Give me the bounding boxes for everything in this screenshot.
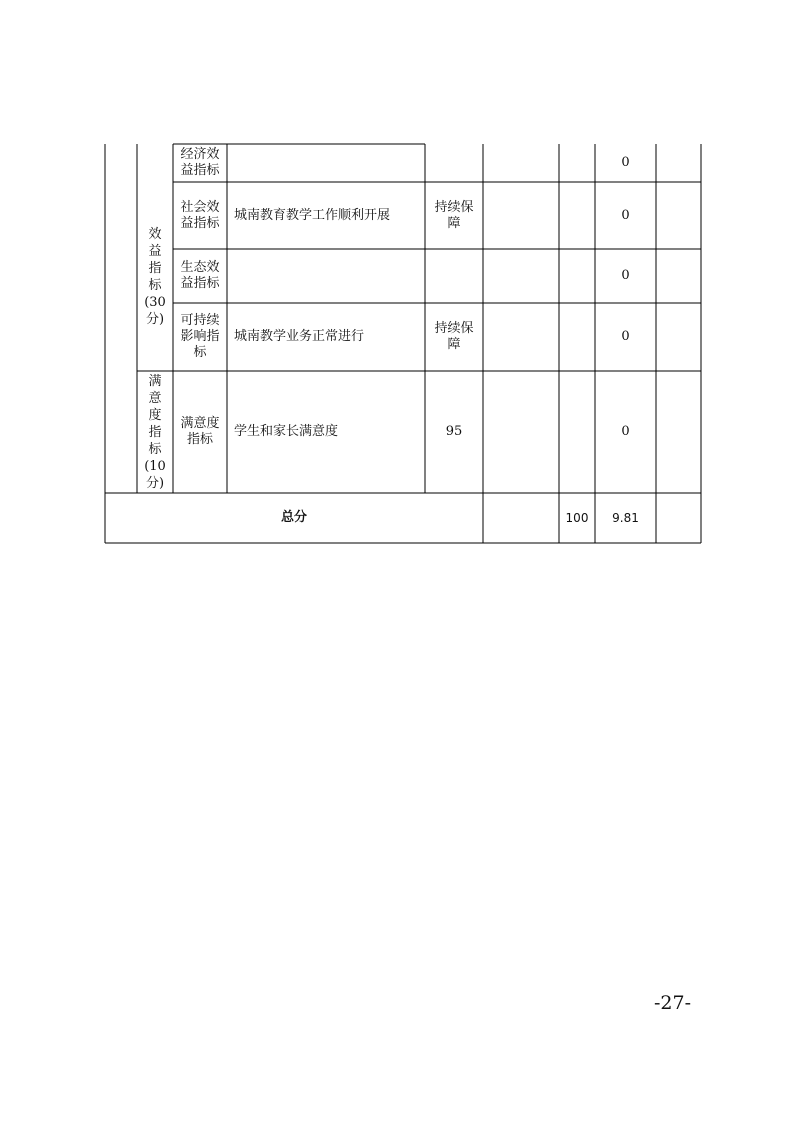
table-row-score: 0 <box>621 268 630 283</box>
page-number: -27- <box>653 992 691 1014</box>
table-row-subcategory <box>173 249 227 303</box>
total-label: 总分 <box>280 510 307 525</box>
subcategory-line: 经济效 <box>180 147 220 162</box>
group-benefit-char: 标 <box>148 277 162 293</box>
table-row-score: 0 <box>621 424 630 439</box>
group-benefit-label <box>137 182 173 371</box>
group-satisfaction-char: (10 <box>144 458 166 474</box>
table-row-subcategory <box>173 182 227 249</box>
table-row-target <box>425 182 483 249</box>
subcategory-line: 影响指 <box>180 329 220 344</box>
subcategory-line: 满意度 <box>180 416 220 431</box>
subcategory-line: 益指标 <box>180 276 220 291</box>
table-row-score: 0 <box>621 155 630 170</box>
group-benefit-char: 分) <box>145 311 165 327</box>
table-row-score: 0 <box>621 207 630 223</box>
group-benefit-char: 益 <box>148 243 162 259</box>
subcategory-line: 社会效 <box>180 199 220 215</box>
table-row-subcategory <box>173 144 227 182</box>
subcategory-line: 益指标 <box>180 215 220 231</box>
group-satisfaction-char: 指 <box>148 424 162 440</box>
table-row-score: 0 <box>621 329 630 344</box>
table-row-subcategory <box>173 371 227 493</box>
group-satisfaction-char: 满 <box>148 373 162 389</box>
table-row-indicator <box>227 249 425 303</box>
group-satisfaction-char: 度 <box>148 407 162 423</box>
group-satisfaction-char: 标 <box>148 441 162 457</box>
table-row-indicator: 城南教育教学工作顺利开展 <box>234 207 391 223</box>
group-satisfaction-char: 意 <box>148 390 162 406</box>
group-satisfaction-label <box>137 371 173 493</box>
subcategory-line: 生态效 <box>180 260 220 275</box>
group-benefit-char: 效 <box>148 226 162 242</box>
table-row-indicator: 学生和家长满意度 <box>234 424 339 439</box>
table-row-target: 95 <box>445 424 463 439</box>
group-satisfaction-char: 分) <box>145 475 165 491</box>
target-line: 持续保 <box>434 199 474 215</box>
table-row-subcategory <box>173 303 227 371</box>
table-row-indicator: 城南教学业务正常进行 <box>234 329 365 344</box>
table-row-indicator <box>227 144 425 182</box>
subcategory-line: 益指标 <box>180 163 220 178</box>
subcategory-line: 标 <box>193 345 207 360</box>
total-score: 9.81 <box>612 511 639 525</box>
table-row-target <box>425 303 483 371</box>
group-benefit-char: 指 <box>148 260 162 276</box>
group-benefit-char: (30 <box>144 294 166 310</box>
subcategory-line: 指标 <box>186 432 213 447</box>
subcategory-line: 可持续 <box>180 313 220 328</box>
total-weight: 100 <box>565 511 589 525</box>
target-line: 持续保 <box>434 321 474 336</box>
target-line: 障 <box>447 337 461 352</box>
target-line: 障 <box>447 215 461 231</box>
